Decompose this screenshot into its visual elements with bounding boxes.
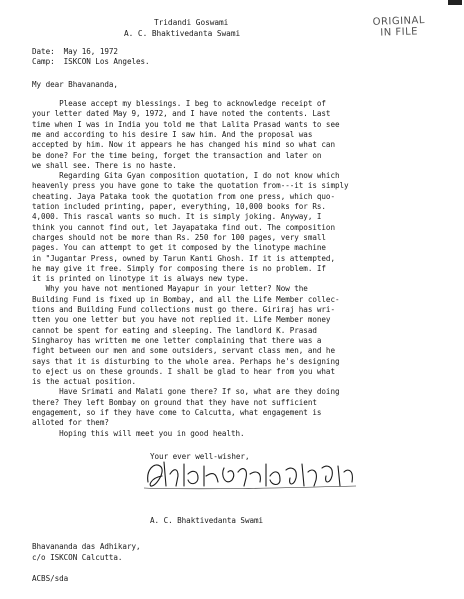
body-line: tions and Building Fund collections must go there. Giriraj has wri- [32, 305, 335, 314]
stamp-line-1: ORIGINAL [372, 15, 426, 28]
body-line: fight between our men and some outsiders, servant class men, and he [32, 346, 335, 356]
body-line: Have Srimati and Malati gone there? If so, what are they doing [32, 387, 340, 397]
handwritten-signature [140, 452, 360, 494]
body-line: there? They left Bombay on ground that they have not sufficient [32, 397, 317, 407]
body-line: accepted by him. Now it appears he has changed his mind so what can [32, 140, 335, 150]
body-line: in "Jugantar Press, owned by Tarun Kanti Ghosh. If it is attempted, [32, 253, 335, 263]
body-line: alloted for them? [32, 418, 109, 428]
body-line: me and according to his desire I saw him. And the proposal was [32, 129, 313, 139]
recipient-address: c/o ISKCON Calcutta. [32, 553, 123, 562]
body-line: your letter dated May 9, 1972, and I have noted the contents. Last [32, 109, 331, 119]
body-line: think you cannot find out, let Jayapataka find out. The composition [32, 222, 335, 232]
signatory-name: A. C. Bhaktivedanta Swami [150, 516, 264, 525]
letter-date: Date: May 16, 1972 [32, 47, 118, 56]
body-line: engagement, so if they have come to Calcutta, what engagement is [32, 408, 322, 417]
salutation: My dear Bhavananda, [32, 80, 118, 89]
body-line: cannot be spent for eating and sleeping. The landlord K. Prasad [32, 325, 317, 335]
reference-initials: ACBS/sda [32, 574, 69, 583]
body-line: Why you have not mentioned Mayapur in your letter? Now the [32, 284, 308, 294]
body-line: tation included printing, paper, everything, 10,000 books for Rs. [32, 202, 326, 211]
body-line: 4,000. This rascal wants so much. It is simply joking. Anyway, I [32, 212, 322, 222]
body-line: tten you one letter but you have not replied it. Life Member money [32, 315, 331, 325]
body-line: Singharoy has written me one letter complaining that there was a [32, 335, 322, 345]
body-line: heavenly press you have gone to take the quotation from---it is simply [32, 181, 349, 191]
stamp-line-2: IN FILE [380, 26, 419, 39]
recipient-name: Bhavananda das Adhikary, [32, 542, 141, 551]
body-line: be done? For the time being, forget the transaction and later on [32, 150, 322, 160]
body-line: is the actual position. [32, 377, 137, 387]
body-line: Hoping this will meet you in good health. [32, 428, 245, 438]
body-line: it is printed on linotype it is always new type. [32, 274, 250, 284]
corner-mark [448, 0, 462, 6]
letterhead-title: Tridandi Goswami [154, 18, 229, 27]
body-line: cheating. Jaya Pataka took the quotation from one press, which quo- [32, 191, 335, 201]
body-line: Building Fund is fixed up in Bombay, and all the Life Member collec- [32, 294, 340, 304]
letterhead-name: A. C. Bhaktivedanta Swami [124, 29, 241, 38]
body-line: pages. You can attempt to get it composed by the linotype machine [32, 243, 326, 253]
body-line: Please accept my blessings. I beg to acknowledge receipt of [32, 99, 326, 108]
body-line: to eject us on these grounds. I shall be glad to hear from you what [32, 366, 335, 376]
body-line: we shall see. There is no haste. [32, 160, 177, 170]
closing: Your ever well-wisher, [150, 452, 250, 461]
body-line: time when I was in India you told me that Lalita Prasad wants to see [32, 119, 340, 129]
body-line: he may give it free. Simply for composing there is no problem. If [32, 263, 326, 273]
body-line: says that it is disturbing to the whole area. Perhaps he's designing [32, 356, 340, 366]
original-in-file-stamp [368, 15, 431, 39]
body-line: charges should not be more than Rs. 250 for 100 pages, very small [32, 232, 326, 242]
letter-camp: Camp: ISKCON Los Angeles. [32, 57, 150, 66]
body-line: Regarding Gita Gyan composition quotation, I do not know which [32, 171, 340, 181]
